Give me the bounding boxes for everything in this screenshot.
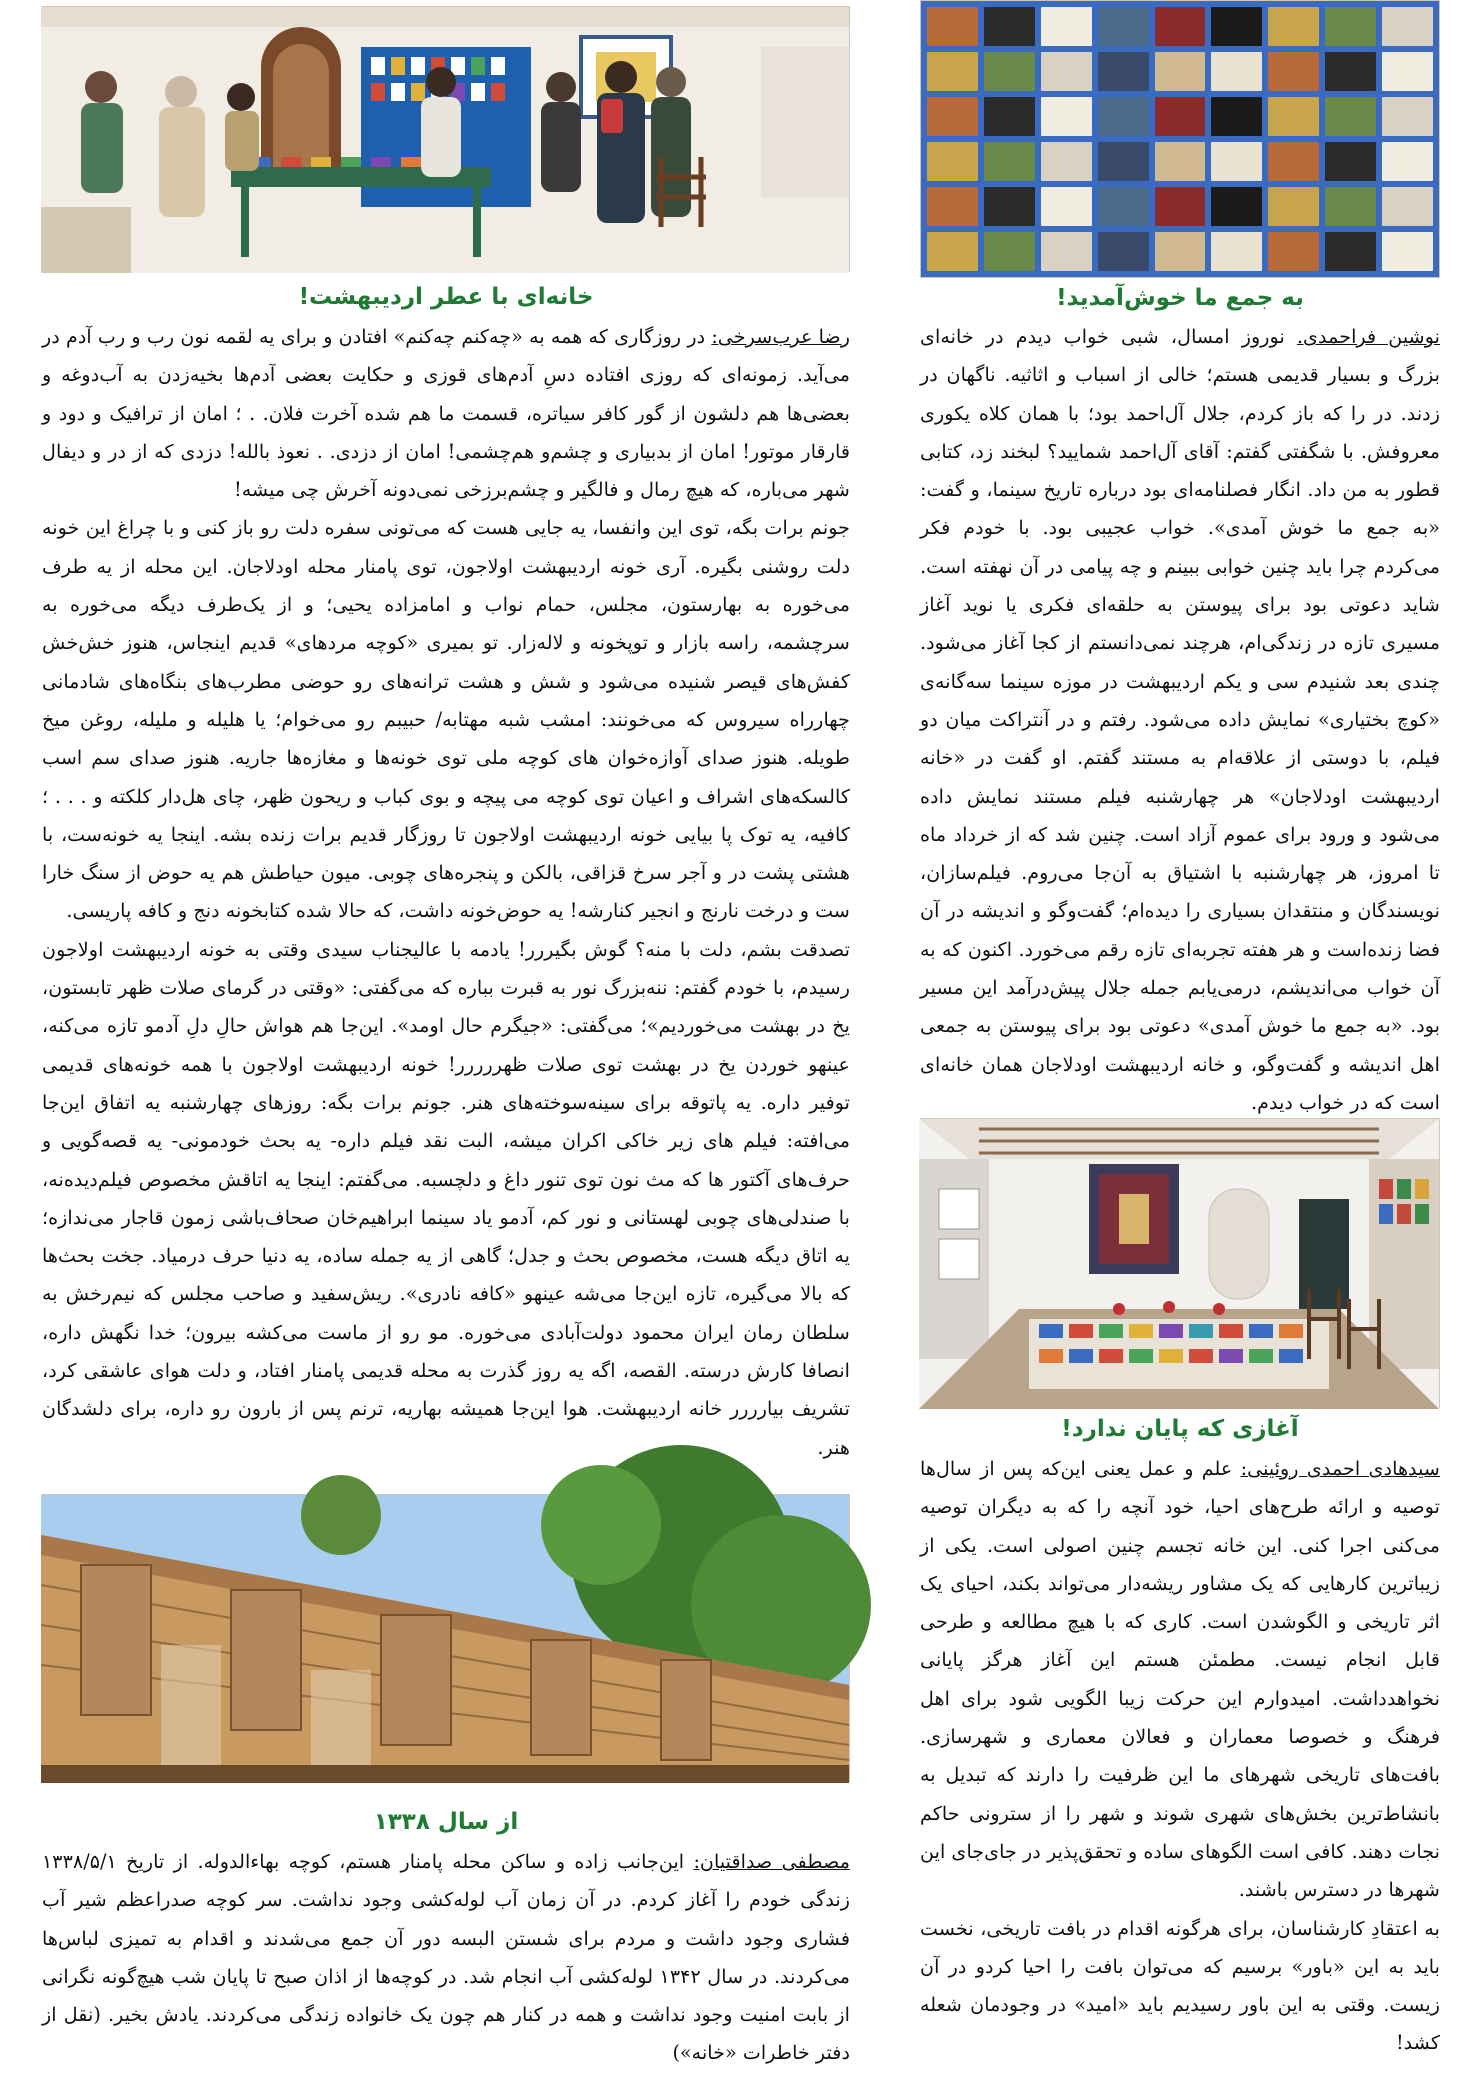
book-cover — [1211, 142, 1262, 181]
ordibehesht-paragraph-2: جونم برات بگه، توی این وانفسا، یه جایی هست که می‌تونی سفره دلت رو باز کنی و با چراغ این خونه دلت روشنی بگیره. آری خونه اردیبهشت اولاجون، توی پامنار محله اودلاجان. این محله از یه طرف می‌خوره به بهارستون، مجلس، حمام نواب و امامزاده یحیی؛ و از یک‌طرف دیگه می‌خوره به سرچشمه، راسه بازار و توپخونه و لاله‌زار. تو بمیری «کوچه مردهای» قدیم اینجاس، هنوز خش‌خش کفش‌های قیصر شنیده می‌شود و شش و هشت ترانه‌های رو حوضی مطرب‌های بنگاه‌های شادمانی چهارراه سیروس که می‌خونند: امشب شبه مهتابه/ حبیبم رو می‌خوام؛ یا هلیله و ملیله، روغن میخ طویله. هنوز صدای آوازه‌خوان های کوچه ملی توی خونه‌ها و مغازه‌ها جاریه. هنوز صدای سم اسب کالسکه‌های اشراف و اعیان توی کوچه می پیچه و بوی کباب و ریحون ظهر، چای هل‌دار کلکته و . . . ؛ کافیه، یه توک پا بیایی خونه اردیبهشت اولاجون تا روزگار قدیم برات زنده بشه. اینجا یه خونه‌ست، با هشتی پشت در و آجر سرخ قزاقی، بالکن و پنجره‌های چوبی. میون حیاطش هم یه حوض از سنگ خارا ست و درخت نارنج و انجیر کنارشه! یه حوض‌خونه داشت، که حالا شده کتابخونه دنج و کافه پاریسی. — [42, 516, 850, 923]
book-cover — [1041, 232, 1092, 271]
endless-headline: آغازی که پایان ندارد! — [1061, 1416, 1299, 1442]
welcome-headline: به جمع ما خوش‌آمدید! — [1056, 285, 1304, 311]
book-cover — [1155, 187, 1206, 226]
book-cover — [1325, 187, 1376, 226]
book-cover — [1041, 7, 1092, 46]
book-cover — [1268, 187, 1319, 226]
book-cover — [927, 52, 978, 91]
book-cover — [1268, 232, 1319, 271]
endless-body-2: به اعتقادِ کارشناسان، برای هرگونه اقدام در بافت تاریخی، نخست باید به این «باور» برسیم که می‌توان بافت را احیا کردو در آن زیست. وقتی به این باور رسیدیم باید «امید» در وجودمان شعله کشد! — [920, 1916, 1440, 2055]
book-cover — [1155, 7, 1206, 46]
interior-illustration — [919, 1119, 1439, 1409]
book-cover — [1382, 232, 1433, 271]
ordibehesht-article — [42, 318, 850, 1468]
book-cover — [1382, 187, 1433, 226]
book-cover — [1155, 232, 1206, 271]
book-cover — [1268, 7, 1319, 46]
book-cover — [1325, 7, 1376, 46]
visitors-photo — [42, 6, 850, 272]
book-cover — [1211, 52, 1262, 91]
book-cover — [1325, 97, 1376, 136]
book-cover — [1382, 142, 1433, 181]
book-cover — [1211, 97, 1262, 136]
book-cover — [1268, 97, 1319, 136]
endless-article — [920, 1450, 1440, 2055]
book-cover — [1041, 52, 1092, 91]
book-cover — [984, 187, 1035, 226]
book-cover — [984, 142, 1035, 181]
book-cover — [1325, 142, 1376, 181]
endless-author: سیدهادی احمدی روئینی: — [1240, 1457, 1440, 1480]
book-cover — [1211, 187, 1262, 226]
book-cover — [1211, 232, 1262, 271]
book-cover — [927, 7, 978, 46]
right-column — [920, 0, 1440, 2055]
endless-body: علم و عمل یعنی این‌که پس از سال‌ها توصیه و ارائه طرح‌های احیا، خود آنچه را که به دیگران توصیه می‌کنی اجرا کنی. این خانه تجسم چنین اصولی است. یکی از زیباترین کارهایی که یک مشاور ریشه‌دار می‌تواند بکند، احیای یک اثر تاریخی و الگوشدن است. کاری که با هیچ مطالعه و طرحی قابل انجام نیست. مطمئن هستم این آغاز هرگز پایانی نخواهدداشت. امیدوارم این حرکت زیبا الگویی شود برای اهل فرهنگ و خصوصا معماران و فعالان معماری و شهرسازی. بافت‌های تاریخی شهرهای ما این ظرفیت را دارند که تبدیل به بانشاط‌ترین بخش‌های شهری شوند و شهر را از سترونی حاکم نجات دهند. کافی است الگوهای ساده و تحقق‌پذیر در جای‌جای این شهرها در دسترس باشند. — [920, 1457, 1440, 1902]
book-cover — [1041, 97, 1092, 136]
ordibehesht-author: رضا عرب‌سرخی: — [711, 325, 850, 348]
welcome-article — [920, 318, 1440, 1114]
ordibehesht-paragraph-3: تصدقت بشم، دلت با منه؟ گوش بگیررر! یادمه با عالیجناب سیدی وقتی به خونه اردیبهشت اولاجون رسیدم، با خودم گفتم: ننه‌بزرگ نور به قبرت بباره که می‌گفتی: «وقتی در گرمای صلات ظهر تابستون، یخ در بهشت می‌خوردیم»؛ می‌گفتی: «جیگرم حال اومد». این‌جا هم هواش حالِ دلِ آدمو تازه می‌کنه، عینهو خوردن یخ در بهشت توی صلات ظهررررر! خونه اردیبهشت اولاجون با همه خونه‌های قدیمی توفیر داره. یه پاتوقه برای سینه‌سوخته‌های هنر. جونم برات بگه: روزهای چهارشنبه یه اتفاق این‌جا می‌افته: فیلم های زیر خاکی اکران میشه، البت نقد فیلم داره- یه بحث خودمونی- یه قصه‌گویی و حرف‌های آکتور ها که مث نون توی تنور داغ و دلچسبه. می‌گفتم: اینجا یه اتاقش مخصوص فیلم‌دیده‌نه، با صندلی‌های چوبی لهستانی و نور کم، آدمو یاد سینما ابراهیم‌خان صحاف‌باشی زمون قاجار می‌ندازه؛ یه اتاق دیگه هست، مخصوص بحث و جدل؛ گاهی از یه جمله ساده، یه دنیا حرف درمیاد. جخت بحث‌ها که بالا می‌گیره، تازه این‌جا می‌شه عینهو «کافه نادری». ریش‌سفید و صاحب مجلس که نیم‌رخش به سلطان رمان ایران محمود دولت‌آبادی می‌خوره. مو رو از ماست می‌کشه بیرون؛ خدا نگهش داره، انصافا کارش درسته. القصه، اگه یه روز گذرت به محله قدیمی پامنار افتاد، و دلت هوای عاشقی کرد، تشریف بیارررر خانه اردیبهشت. هوا این‌جا همیشه بهاریه، ترنم پس از بارون رو داره، برای دلشدگان هنر. — [42, 937, 850, 1459]
book-cover — [927, 232, 978, 271]
book-cover — [1268, 52, 1319, 91]
ordibehesht-headline: خانه‌ای با عطر اردیبهشت! — [298, 284, 594, 310]
book-cover — [1041, 142, 1092, 181]
book-cover — [1211, 7, 1262, 46]
ordibehesht-paragraph-1: در روزگاری که همه به «چه‌کنم چه‌کنم» افتادن و برای یه لقمه نون رب و رب آدم در می‌آید. زمونه‌ای که روزی افتاده دسِ آدم‌های قوزی و حکایت بعضی آدم‌ها بخیه‌زدن به آب‌دوغه و بعضی‌ها هم دلشون از گور کافر سیاتره، قسمت ما هم شده آخرت فلان. . ؛ امان از ترافیک و دود و قارقار موتور! امان از بدبیاری و چشم‌و هم‌چشمی! امان از دزدی. . نعوذ بالله! دزدی که از در و دیفال شهر می‌باره، که هیچ رمال و فالگیر و چشم‌برزخی نمی‌دونه آخرش چی میشه! — [42, 325, 850, 502]
brick-wall-photo — [42, 1494, 850, 1782]
book-cover — [927, 97, 978, 136]
book-cover — [1382, 7, 1433, 46]
interior-photo — [920, 1118, 1440, 1408]
since1338-article — [42, 1843, 851, 2065]
book-cover — [1098, 7, 1149, 46]
book-cover — [1325, 232, 1376, 271]
bookshelf-photo — [920, 0, 1440, 278]
book-cover — [984, 97, 1035, 136]
book-cover — [1325, 52, 1376, 91]
left-column — [42, 0, 851, 2065]
book-cover — [1098, 52, 1149, 91]
book-cover — [984, 52, 1035, 91]
book-cover — [984, 7, 1035, 46]
visitors-illustration — [41, 7, 849, 273]
since1338-author: مصطفی صداقتیان: — [693, 1850, 851, 1873]
book-cover — [927, 187, 978, 226]
book-cover — [1041, 187, 1092, 226]
book-cover — [1098, 142, 1149, 181]
book-cover — [1268, 142, 1319, 181]
book-cover — [1382, 97, 1433, 136]
book-cover — [1098, 232, 1149, 271]
book-cover — [1098, 97, 1149, 136]
book-cover — [1155, 52, 1206, 91]
since1338-body: این‌جانب زاده و ساکن محله پامنار هستم، کوچه بهاءالدوله. از تاریخ ۱۳۳۸/۵/۱ زندگی خودم را آغاز کردم. در آن زمان آب لوله‌کشی وجود نداشت. سر کوچه صدراعظم شیر آب فشاری وجود داشت و مردم برای شستن البسه دور آن جمع می‌شدند و اقدام به تمیزی لباس‌ها می‌کردند. در سال ۱۳۴۲ لوله‌کشی آب انجام شد. در کوچه‌ها از اذان صبح تا پایان شب هیچ‌گونه نگرانی از بابت امنیت وجود نداشت و همه در کنار هم چون یک خانواده زندگی می‌کردند. یادش بخیر. (نقل از دفتر خاطرات «خانه») — [42, 1850, 850, 2065]
book-cover — [1155, 97, 1206, 136]
book-cover — [927, 142, 978, 181]
book-cover — [1098, 187, 1149, 226]
book-cover — [1155, 142, 1206, 181]
book-cover — [984, 232, 1035, 271]
since1338-headline: از سال ۱۳۳۸ — [373, 1809, 519, 1835]
brick-wall-illustration — [41, 1495, 849, 1783]
welcome-author: نوشین فراحمدی. — [1296, 325, 1440, 348]
book-cover — [1382, 52, 1433, 91]
welcome-body: نوروز امسال، شبی خواب دیدم در خانه‌ای بزرگ و بسیار قدیمی هستم؛ خالی از اسباب و اثاثیه. ناگهان در زدند. در را که باز کردم، جلال آل‌احمد بود؛ با همان کلاه یکوری معروفش. با شگفتی گفتم: آقای آل‌احمد شمایید؟ لبخند زد، کتابی قطور به من داد. انگار فصلنامه‌ای بود درباره تاریخ سینما، و گفت: «به جمع ما خوش آمدی». خواب عجیبی بود. با خودم فکر می‌کردم چرا باید چنین خوابی ببینم و چه پیامی در آن نهفته است. شاید دعوتی بود برای پیوستن به حلقه‌ای فکری یا نوید آغاز مسیری تازه در زندگی‌ام، هرچند نمی‌دانستم از کجا آغاز می‌شود. چندی بعد شنیدم سی و یکم اردیبهشت در موزه سینما سه‌گانه‌ی «کوچ بختیاری» نمایش داده می‌شود. رفتم و در آنتراکت میان دو فیلم، با دوستی از علاقه‌ام به مستند گفتم. او گفت در «خانه اردیبهشت اودلاجان» هر چهارشنبه فیلم مستند نمایش داده می‌شود و ورود برای عموم آزاد است. چنین شد که از خرداد ماه تا امروز، هر چهارشنبه با اشتیاق به آن‌جا می‌روم. فیلم‌سازان، نویسندگان و منتقدان بسیاری را دیده‌ام؛ گفت‌وگو و اندیشه در آن فضا زنده‌است و هر هفته تجربه‌ای تازه رقم می‌خورد. اکنون که به آن خواب می‌اندیشم، درمی‌یابم جمله جلال پیش‌درآمد این مسیر بود. «به جمع ما خوش آمدی» دعوتی بود برای پیوستن به جمعی اهل اندیشه و گفت‌وگو، و خانه اردیبهشت اودلاجان همان خانه‌ای است که در خواب دیدم. — [920, 325, 1440, 1114]
